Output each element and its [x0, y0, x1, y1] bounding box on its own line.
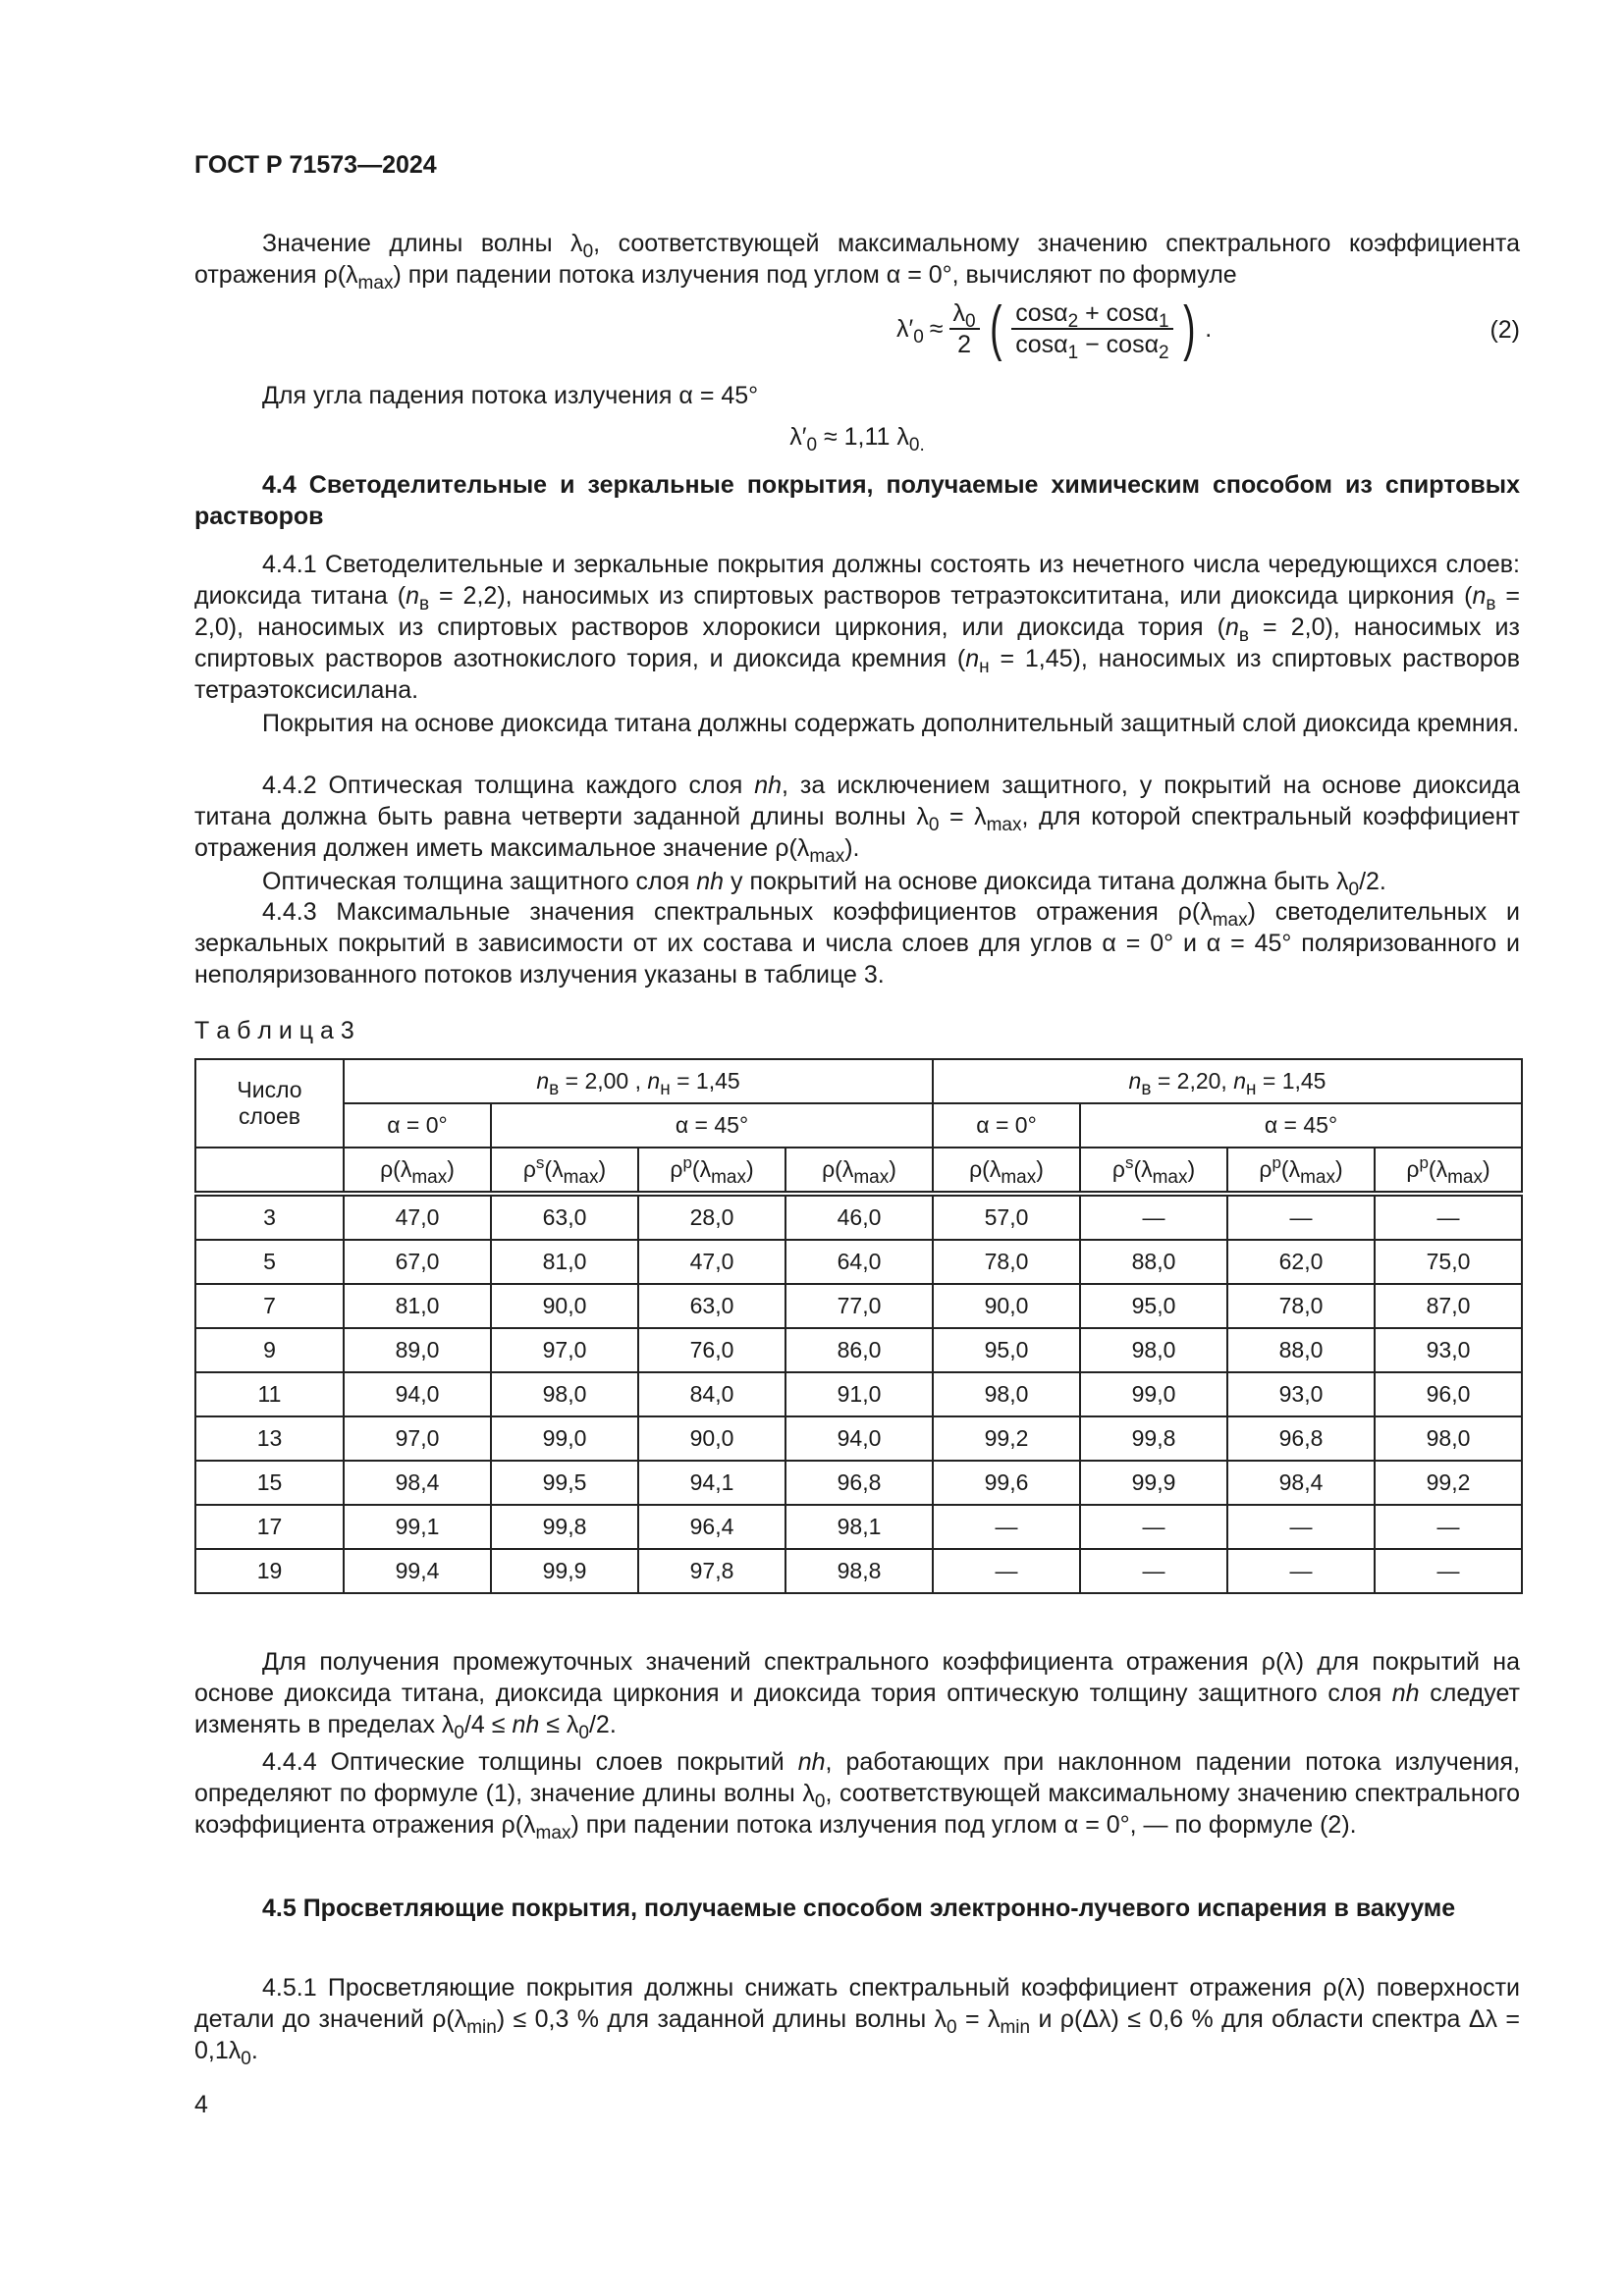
value-cell: 99,0: [1080, 1372, 1227, 1416]
column-header: [785, 1148, 933, 1194]
value-cell: 99,0: [491, 1416, 638, 1461]
heading-4-4: [194, 469, 1520, 532]
value-cell: 98,0: [1080, 1328, 1227, 1372]
value-cell: 47,0: [344, 1194, 491, 1240]
page-number: 4: [194, 2091, 208, 2118]
value-cell: —: [1080, 1549, 1227, 1593]
text-run: ) при падении потока излучения под углом α = 0°, — по формуле (2).: [570, 1811, 1357, 1839]
t: cosα: [1015, 299, 1068, 327]
t: ρ: [1406, 1156, 1420, 1182]
value-cell: 90,0: [933, 1284, 1080, 1328]
t: p: [1272, 1153, 1281, 1172]
column-header: $\rho^p(\lambda_{max})$: [638, 1148, 785, 1194]
t: ): [1036, 1156, 1044, 1182]
value-cell: —: [1080, 1505, 1227, 1549]
text-run: n: [1224, 614, 1239, 641]
table-caption: [194, 1015, 1520, 1046]
t: − cosα: [1078, 331, 1160, 358]
value-cell: 99,8: [491, 1505, 638, 1549]
value-cell: —: [1375, 1549, 1522, 1593]
text-run: 0: [814, 1791, 826, 1812]
t: ρ: [1111, 1156, 1125, 1182]
value-cell: 47,0: [638, 1240, 785, 1284]
table-row: [195, 1328, 1522, 1372]
t: max: [1001, 1167, 1037, 1188]
t: max: [853, 1167, 890, 1188]
value-cell: 99,2: [933, 1416, 1080, 1461]
text-run: , для которой спектральный коэффициент отражения должен иметь максимальное значение ρ(λ: [194, 803, 1520, 862]
text-run: 0.: [908, 435, 925, 455]
value-cell: —: [933, 1505, 1080, 1549]
angle-0-header: α = 0°: [344, 1103, 491, 1148]
value-cell: 90,0: [638, 1416, 785, 1461]
para-protective: [194, 866, 1520, 900]
formula-fraction: [949, 298, 980, 359]
formula-lambda: [194, 421, 1520, 453]
row-header-spacer: [195, 1148, 344, 1194]
text-run: /4 ≤: [463, 1711, 513, 1738]
value-cell: —: [933, 1549, 1080, 1593]
t: ): [1335, 1156, 1343, 1182]
t: cosα: [1015, 331, 1068, 358]
text-run: и ρ(Δλ) ≤ 0,6 % для области спектра Δλ = 0,1λ: [194, 2005, 1520, 2064]
value-cell: 95,0: [1080, 1284, 1227, 1328]
t: ): [1483, 1156, 1490, 1182]
value-cell: 98,0: [1375, 1416, 1522, 1461]
text-run: Для угла падения потока излучения α = 45°: [262, 382, 759, 409]
text-run: 4.4.2 Оптическая толщина каждого слоя: [262, 772, 755, 799]
layer-count-cell: 19: [195, 1549, 344, 1593]
row-header: [195, 1059, 344, 1148]
t: 1: [1159, 311, 1169, 332]
table-row: [195, 1240, 1522, 1284]
para-coatings: [194, 708, 1520, 739]
text-run: max: [986, 815, 1022, 835]
text-run: Т а б л и ц а 3: [194, 1017, 354, 1044]
t: s: [535, 1153, 545, 1172]
formula-2: [194, 294, 1520, 373]
text-run: max: [1212, 910, 1248, 931]
text-run: = 2,2), наносимых из спиртовых растворов тетраэтокcититана, или диоксида циркония (: [429, 582, 1473, 610]
text-run: max: [357, 273, 394, 294]
t: ): [745, 1156, 754, 1182]
value-cell: 99,9: [491, 1549, 638, 1593]
layer-count-cell: 5: [195, 1240, 344, 1284]
value-cell: 94,0: [344, 1372, 491, 1416]
text-run: 0: [928, 815, 940, 835]
text-run: λ′: [789, 423, 807, 451]
value-cell: —: [1227, 1549, 1375, 1593]
t: ): [598, 1156, 607, 1182]
value-cell: 96,4: [638, 1505, 785, 1549]
layer-count-cell: 13: [195, 1416, 344, 1461]
text-run: min: [466, 2017, 497, 2038]
text-run: nh: [696, 868, 725, 895]
value-cell: 98,4: [344, 1461, 491, 1505]
formula-number: (2): [1489, 316, 1520, 344]
value-cell: 87,0: [1375, 1284, 1522, 1328]
angle-0-header: α = 0°: [933, 1103, 1080, 1148]
text-run: Значение длины волны λ: [262, 230, 583, 257]
value-cell: 97,8: [638, 1549, 785, 1593]
value-cell: 96,8: [785, 1461, 933, 1505]
text-run: n: [1472, 582, 1487, 610]
text-run: 0: [454, 1723, 464, 1743]
text-run: .: [250, 2037, 258, 2064]
para-intermediate: [194, 1646, 1521, 1743]
value-cell: —: [1227, 1194, 1375, 1240]
value-cell: 93,0: [1375, 1328, 1522, 1372]
value-cell: 99,5: [491, 1461, 638, 1505]
angle-45-header: α = 45°: [1080, 1103, 1522, 1148]
value-cell: 67,0: [344, 1240, 491, 1284]
t: 2: [1159, 343, 1169, 363]
text-run: nh: [797, 1748, 826, 1776]
value-cell: 96,8: [1227, 1416, 1375, 1461]
formula-lhs-sub: 0: [913, 326, 924, 347]
frac-num-sub: 0: [965, 311, 976, 332]
text-run: в: [418, 594, 430, 614]
value-cell: 94,1: [638, 1461, 785, 1505]
t: в: [1141, 1079, 1152, 1099]
group-header-1: $n_в = 2,00$ , $n_н = 1,45$: [344, 1059, 933, 1103]
value-cell: 57,0: [933, 1194, 1080, 1240]
text-run: = λ: [956, 2005, 1001, 2033]
value-cell: —: [1375, 1194, 1522, 1240]
text-run: в: [1238, 625, 1249, 646]
value-cell: 75,0: [1375, 1240, 1522, 1284]
text-run: = 2,0), наносимых из спиртовых растворов хлорокиси циркония, или диоксида тория (: [194, 582, 1521, 641]
text-run: max: [535, 1823, 571, 1843]
text-run: , работающих при наклонном падении потока излучения, определяют по формуле (1), значение длины волны λ: [194, 1748, 1520, 1807]
formula-lhs: λ′: [896, 314, 914, 343]
text-run: 4.5 Просветляющие покрытия, получаемые способом электронно-лучевого испарения в вакууме: [262, 1895, 1456, 1922]
t: max: [563, 1167, 599, 1188]
text-run: = λ: [939, 803, 987, 830]
t: в: [549, 1079, 560, 1099]
text-run: = 2,0), наносимых из спиртовых растворов азотнокислого тория, и диоксида кремния (: [194, 614, 1520, 672]
t: s: [1124, 1153, 1134, 1172]
value-cell: 99,1: [344, 1505, 491, 1549]
value-cell: 88,0: [1080, 1240, 1227, 1284]
value-cell: 88,0: [1227, 1328, 1375, 1372]
text-run: ) светоделительных и зеркальных покрытий в зависимости от их состава и числа слоев для углов α = 0° и α = 45° поляризованного и неполяризованного потоков излучения указаны в таблице 3.: [194, 898, 1521, 988]
text-run: 4.4 Светоделительные и зеркальные покрытия, получаемые химическим способом из спиртовых растворов: [194, 471, 1520, 530]
column-header: $\rho^s(\lambda_{max})$: [491, 1148, 638, 1194]
t: max: [711, 1167, 746, 1188]
text-run: 0: [1348, 880, 1360, 900]
text-run: min: [1000, 2017, 1031, 2038]
text-run: н: [979, 657, 990, 677]
formula-close-paren: ): [1182, 294, 1196, 362]
t: = 1,45: [670, 1068, 740, 1094]
value-cell: 99,4: [344, 1549, 491, 1593]
value-cell: 90,0: [491, 1284, 638, 1328]
formula-end: .: [1205, 314, 1213, 343]
text-run: Оптическая толщина защитного слоя: [262, 868, 697, 895]
text-run: /2.: [1359, 868, 1386, 895]
angle-45-header: α = 45°: [491, 1103, 933, 1148]
t: ρ(λ: [822, 1156, 854, 1182]
value-cell: 81,0: [344, 1284, 491, 1328]
para-4-4-2: [194, 770, 1520, 867]
table-row: [195, 1461, 1522, 1505]
value-cell: —: [1375, 1505, 1522, 1549]
t: max: [411, 1167, 448, 1188]
t: + cosα: [1078, 299, 1160, 327]
layer-count-cell: 11: [195, 1372, 344, 1416]
text-run: Для получения промежуточных значений спектрального коэффициента отражения ρ(λ) для покрытий на основе диоксида титана, диоксида циркония и диоксида тория оптическую толщину защитного слоя: [194, 1648, 1520, 1707]
text-run: n: [406, 582, 419, 610]
text-run: следует изменять в пределах λ: [194, 1680, 1521, 1738]
value-cell: 98,8: [785, 1549, 933, 1593]
text-run: = 1,45), наносимых из спиртовых растворов тетраэтоксисилана.: [194, 645, 1520, 704]
t: ρ: [522, 1156, 536, 1182]
value-cell: 91,0: [785, 1372, 933, 1416]
document-header: ГОСТ Р 71573—2024: [194, 151, 437, 179]
value-cell: 98,4: [1227, 1461, 1375, 1505]
text-run: n: [965, 645, 980, 672]
value-cell: 28,0: [638, 1194, 785, 1240]
text-run: у покрытий на основе диоксида титана должна быть λ: [724, 868, 1349, 895]
value-cell: 94,0: [785, 1416, 933, 1461]
t: max: [1152, 1167, 1188, 1188]
t: ρ: [1259, 1156, 1272, 1182]
text-run: ≈ 1,11 λ: [817, 423, 909, 451]
text-run: 4.4.1 Светоделительные и зеркальные покрытия должны состоять из нечетного числа чередующихся слоев: диоксида титана (: [194, 551, 1520, 610]
table-row: [195, 1284, 1522, 1328]
value-cell: 46,0: [785, 1194, 933, 1240]
value-cell: 99,9: [1080, 1461, 1227, 1505]
value-cell: 96,0: [1375, 1372, 1522, 1416]
t: = 2,00 ,: [559, 1068, 648, 1094]
value-cell: 89,0: [344, 1328, 491, 1372]
heading-4-5: [194, 1893, 1520, 1924]
formula-open-paren: (: [989, 294, 1002, 362]
para-angle-45: [194, 380, 1520, 411]
text-run: max: [809, 846, 845, 867]
t: p: [1419, 1153, 1429, 1172]
value-cell: 97,0: [491, 1328, 638, 1372]
table-row: [195, 1416, 1522, 1461]
table-3: [194, 1058, 1523, 1594]
value-cell: 99,2: [1375, 1461, 1522, 1505]
text-run: 0: [582, 241, 594, 262]
value-cell: 63,0: [638, 1284, 785, 1328]
t: н: [1246, 1079, 1257, 1099]
text-run: 0: [806, 435, 818, 455]
t: max: [1300, 1167, 1335, 1188]
text-run: nh: [512, 1711, 540, 1738]
formula-cos-fraction: [1011, 298, 1172, 363]
text-run: nh: [1391, 1680, 1420, 1707]
t: ρ(λ: [969, 1156, 1001, 1182]
text-run: ≤ λ: [539, 1711, 579, 1738]
para-4-4-1: [194, 549, 1520, 706]
para-4-5-1: [194, 1972, 1520, 2069]
value-cell: 99,6: [933, 1461, 1080, 1505]
table-row: [195, 1194, 1522, 1240]
text-run: 4.4.4 Оптические толщины слоев покрытий: [262, 1748, 798, 1776]
t: н: [660, 1079, 671, 1099]
text-run: в: [1486, 594, 1496, 614]
layer-count-cell: 9: [195, 1328, 344, 1372]
text-run: 0: [947, 2017, 957, 2038]
value-cell: 98,0: [933, 1372, 1080, 1416]
t: 2: [1067, 311, 1079, 332]
formula-approx: ≈: [929, 314, 944, 343]
table-row: [195, 1372, 1522, 1416]
layer-count-cell: 3: [195, 1194, 344, 1240]
value-cell: 64,0: [785, 1240, 933, 1284]
value-cell: 98,0: [491, 1372, 638, 1416]
value-cell: —: [1227, 1505, 1375, 1549]
value-cell: 78,0: [933, 1240, 1080, 1284]
value-cell: 62,0: [1227, 1240, 1375, 1284]
text-run: /2.: [588, 1711, 617, 1738]
value-cell: 63,0: [491, 1194, 638, 1240]
t: ρ(λ: [380, 1156, 412, 1182]
t: ): [1187, 1156, 1196, 1182]
value-cell: 99,8: [1080, 1416, 1227, 1461]
text-run: nh: [754, 772, 783, 799]
text-run: Покрытия на основе диоксида титана должны содержать дополнительный защитный слой диоксида кремния.: [262, 710, 1520, 737]
value-cell: 76,0: [638, 1328, 785, 1372]
value-cell: 95,0: [933, 1328, 1080, 1372]
value-cell: 98,1: [785, 1505, 933, 1549]
value-cell: 86,0: [785, 1328, 933, 1372]
value-cell: 84,0: [638, 1372, 785, 1416]
text-run: 4.4.3 Максимальные значения спектральных коэффициентов отражения ρ(λ: [262, 898, 1213, 926]
para-4-4-4: [194, 1746, 1520, 1841]
t: = 2,20,: [1151, 1068, 1234, 1094]
text-run: ) при падении потока излучения под углом α = 0°, вычисляют по формуле: [393, 261, 1237, 289]
text-run: ).: [844, 834, 860, 862]
layer-count-cell: 7: [195, 1284, 344, 1328]
t: ): [447, 1156, 455, 1182]
text-run: 0: [241, 2049, 251, 2069]
para-4-4-3: [194, 896, 1520, 990]
value-cell: —: [1080, 1194, 1227, 1240]
frac-num: λ: [952, 299, 965, 327]
table-row: [195, 1505, 1522, 1549]
value-cell: 78,0: [1227, 1284, 1375, 1328]
column-header: $\rho^p(\lambda_{max})$: [1375, 1148, 1522, 1194]
text-run: 4.5.1 Просветляющие покрытия должны снижать спектральный коэффициент отражения ρ(λ) поверхности детали до значений ρ(λ: [194, 1974, 1520, 2033]
layer-count-cell: 15: [195, 1461, 344, 1505]
column-header: $\rho^p(\lambda_{max})$: [1227, 1148, 1375, 1194]
frac-den: 2: [957, 331, 971, 358]
t: ): [889, 1156, 896, 1182]
value-cell: 81,0: [491, 1240, 638, 1284]
text-run: , соответствующей максимальному значению спектрального коэффициента отражения ρ(λ: [194, 230, 1520, 289]
column-header: $\rho^s(\lambda_{max})$: [1080, 1148, 1227, 1194]
group-header-2: $n_в = 2,20$, $n_н = 1,45$: [933, 1059, 1522, 1103]
t: ρ: [670, 1156, 683, 1182]
value-cell: 77,0: [785, 1284, 933, 1328]
column-header: [933, 1148, 1080, 1194]
t: 1: [1067, 343, 1079, 363]
row-header-text: Число слоев: [237, 1077, 302, 1129]
column-header: [344, 1148, 491, 1194]
text-run: , за исключением защитного, у покрытий на основе диоксида титана должна быть равна четверти заданной длины волны λ: [194, 772, 1520, 830]
text-run: 0: [578, 1723, 589, 1743]
t: max: [1447, 1167, 1483, 1188]
t: = 1,45: [1256, 1068, 1326, 1094]
value-cell: 93,0: [1227, 1372, 1375, 1416]
layer-count-cell: 17: [195, 1505, 344, 1549]
t: p: [682, 1153, 692, 1172]
para-intro: [194, 228, 1520, 294]
value-cell: 97,0: [344, 1416, 491, 1461]
table-row: [195, 1549, 1522, 1593]
text-run: , соответствующей максимальному значению спектрального коэффициента отражения ρ(λ: [194, 1780, 1521, 1839]
text-run: ) ≤ 0,3 % для заданной длины волны λ: [496, 2005, 947, 2033]
